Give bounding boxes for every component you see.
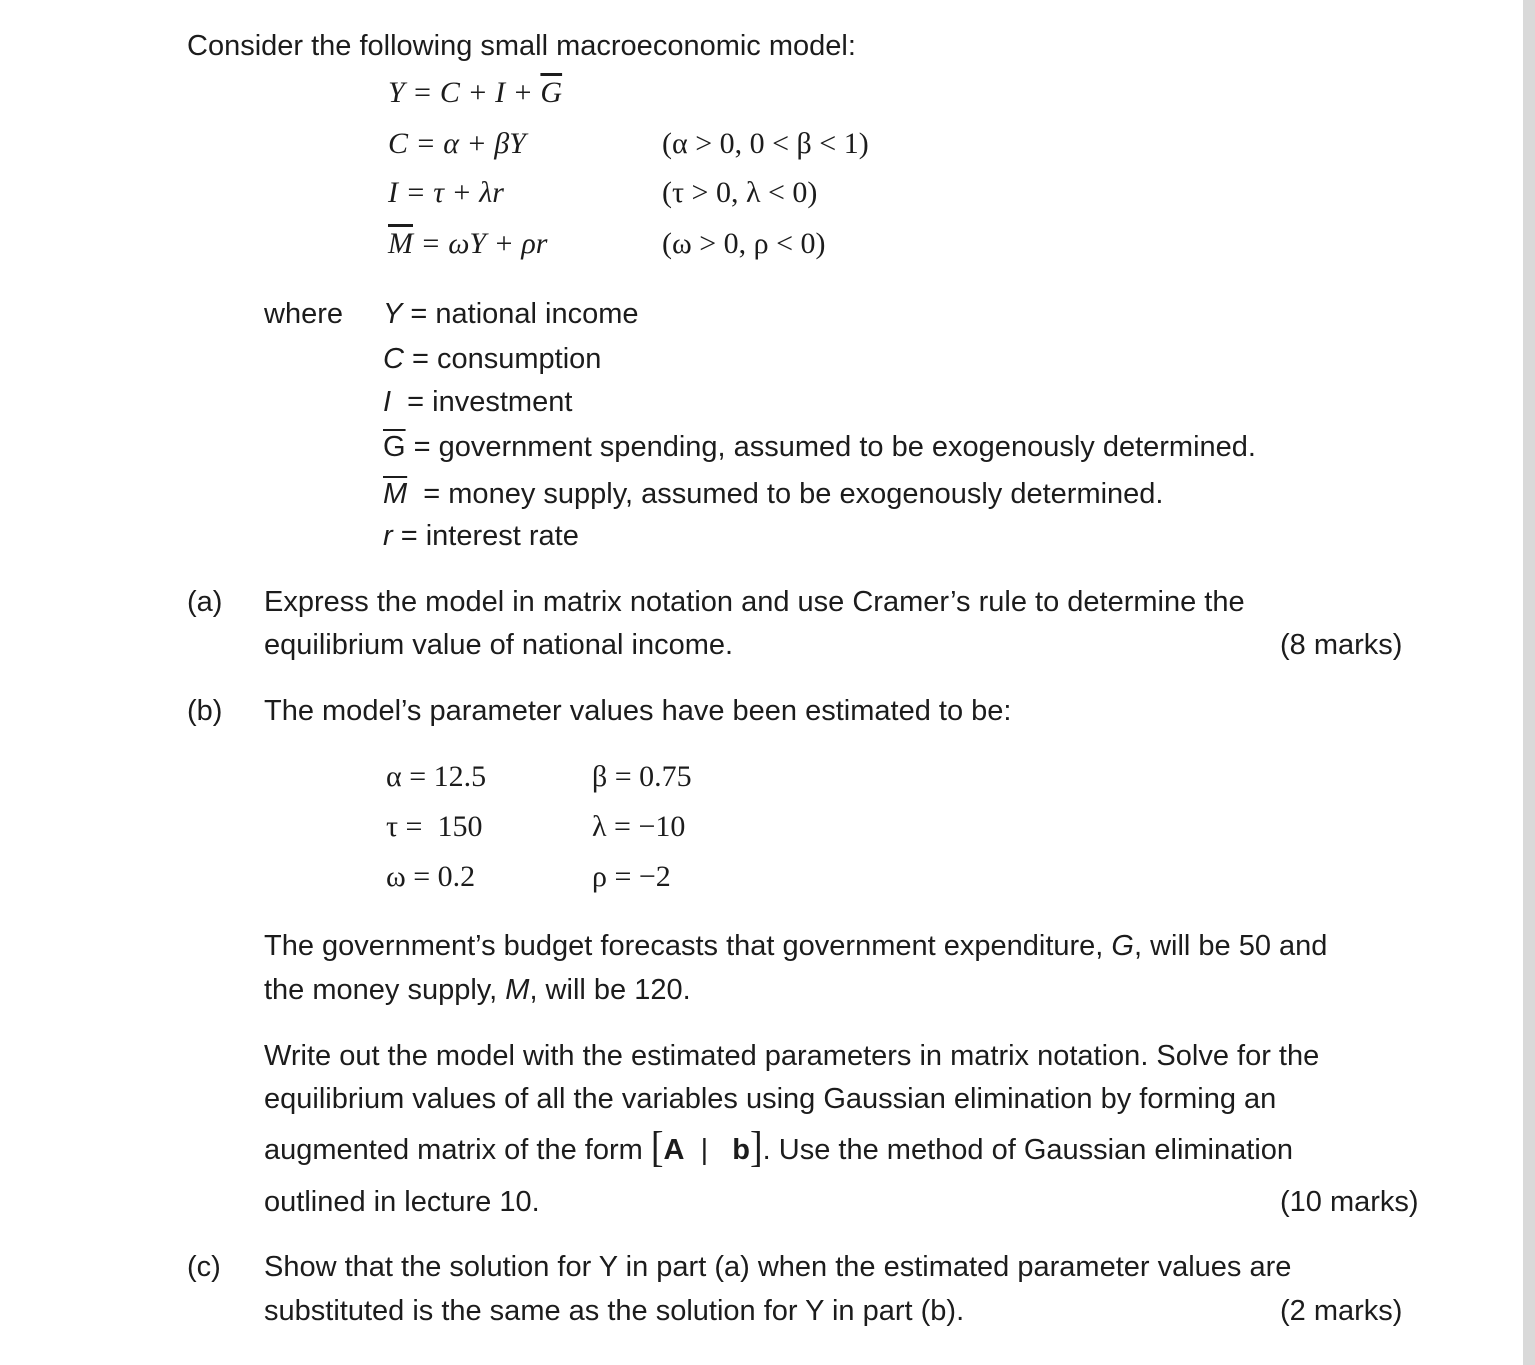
page-edge (1523, 0, 1535, 1365)
param-lambda: λ = −10 (592, 810, 686, 843)
intro-text: Consider the following small macroeconomic model: (187, 30, 856, 62)
budget-line-2: the money supply, M, will be 120. (264, 974, 691, 1006)
write-line-3: augmented matrix of the form [A | b]. Use the method of Gaussian elimination (264, 1122, 1294, 1172)
equation-3: I = τ + λr (388, 176, 504, 209)
equation-2: C = α + βY (388, 127, 526, 160)
part-a-line-1: Express the model in matrix notation and use Cramer’s rule to determine the (264, 586, 1245, 618)
part-b-label: (b) (187, 695, 223, 727)
right-bracket: ] (750, 1122, 763, 1172)
param-alpha: α = 12.5 (386, 760, 487, 793)
equation-3-condition: (τ > 0, λ < 0) (662, 176, 818, 209)
part-a-line-2: equilibrium value of national income. (264, 629, 734, 661)
equation-1: $Y = C + I + \overline{G}$ (388, 76, 563, 109)
definition-C: C = consumption (383, 343, 602, 375)
write-line-1: Write out the model with the estimated parameters in matrix notation. Solve for the (264, 1040, 1320, 1072)
param-tau: τ = 150 (386, 810, 483, 843)
part-c-line-1: Show that the solution for Y in part (a) when the estimated parameter values are (264, 1251, 1292, 1283)
part-c-marks: (2 marks) (1280, 1295, 1403, 1327)
definition-I: I = investment (383, 386, 573, 418)
param-beta: β = 0.75 (592, 760, 692, 793)
part-c-label: (c) (187, 1251, 221, 1283)
budget-line-1: The government’s budget forecasts that government expenditure, G, will be 50 and (264, 930, 1328, 962)
matrix-separator: | (700, 1134, 709, 1166)
matrix-b: b (732, 1134, 751, 1166)
write-line-2: equilibrium values of all the variables using Gaussian elimination by forming an (264, 1083, 1277, 1115)
part-c-line-2: substituted is the same as the solution for Y in part (b). (264, 1295, 965, 1327)
definition-Y: Y = national income (383, 298, 639, 330)
definition-r: r = interest rate (383, 520, 579, 552)
matrix-A: A (663, 1134, 685, 1166)
equation-4: $\overline{M} = \omega Y + \rho r$ (388, 227, 548, 260)
part-a-marks: (8 marks) (1280, 629, 1403, 661)
equation-2-condition: (α > 0, 0 < β < 1) (662, 127, 869, 160)
part-b-marks: (10 marks) (1280, 1186, 1419, 1218)
definition-G: $\overline{G}$ = government spending, assumed to be exogenously determined. (383, 431, 1256, 463)
left-bracket: [ (650, 1122, 664, 1172)
param-rho: ρ = −2 (592, 860, 671, 893)
param-omega: ω = 0.2 (386, 860, 476, 893)
part-b-intro: The model’s parameter values have been estimated to be: (264, 695, 1012, 727)
equation-4-condition: (ω > 0, ρ < 0) (662, 227, 826, 260)
definition-M: $\overline{M}$ = money supply, assumed to be exogenously determined. (383, 478, 1164, 510)
write-line-4: outlined in lecture 10. (264, 1186, 540, 1218)
where-label: where (264, 298, 343, 330)
part-a-label: (a) (187, 586, 223, 618)
